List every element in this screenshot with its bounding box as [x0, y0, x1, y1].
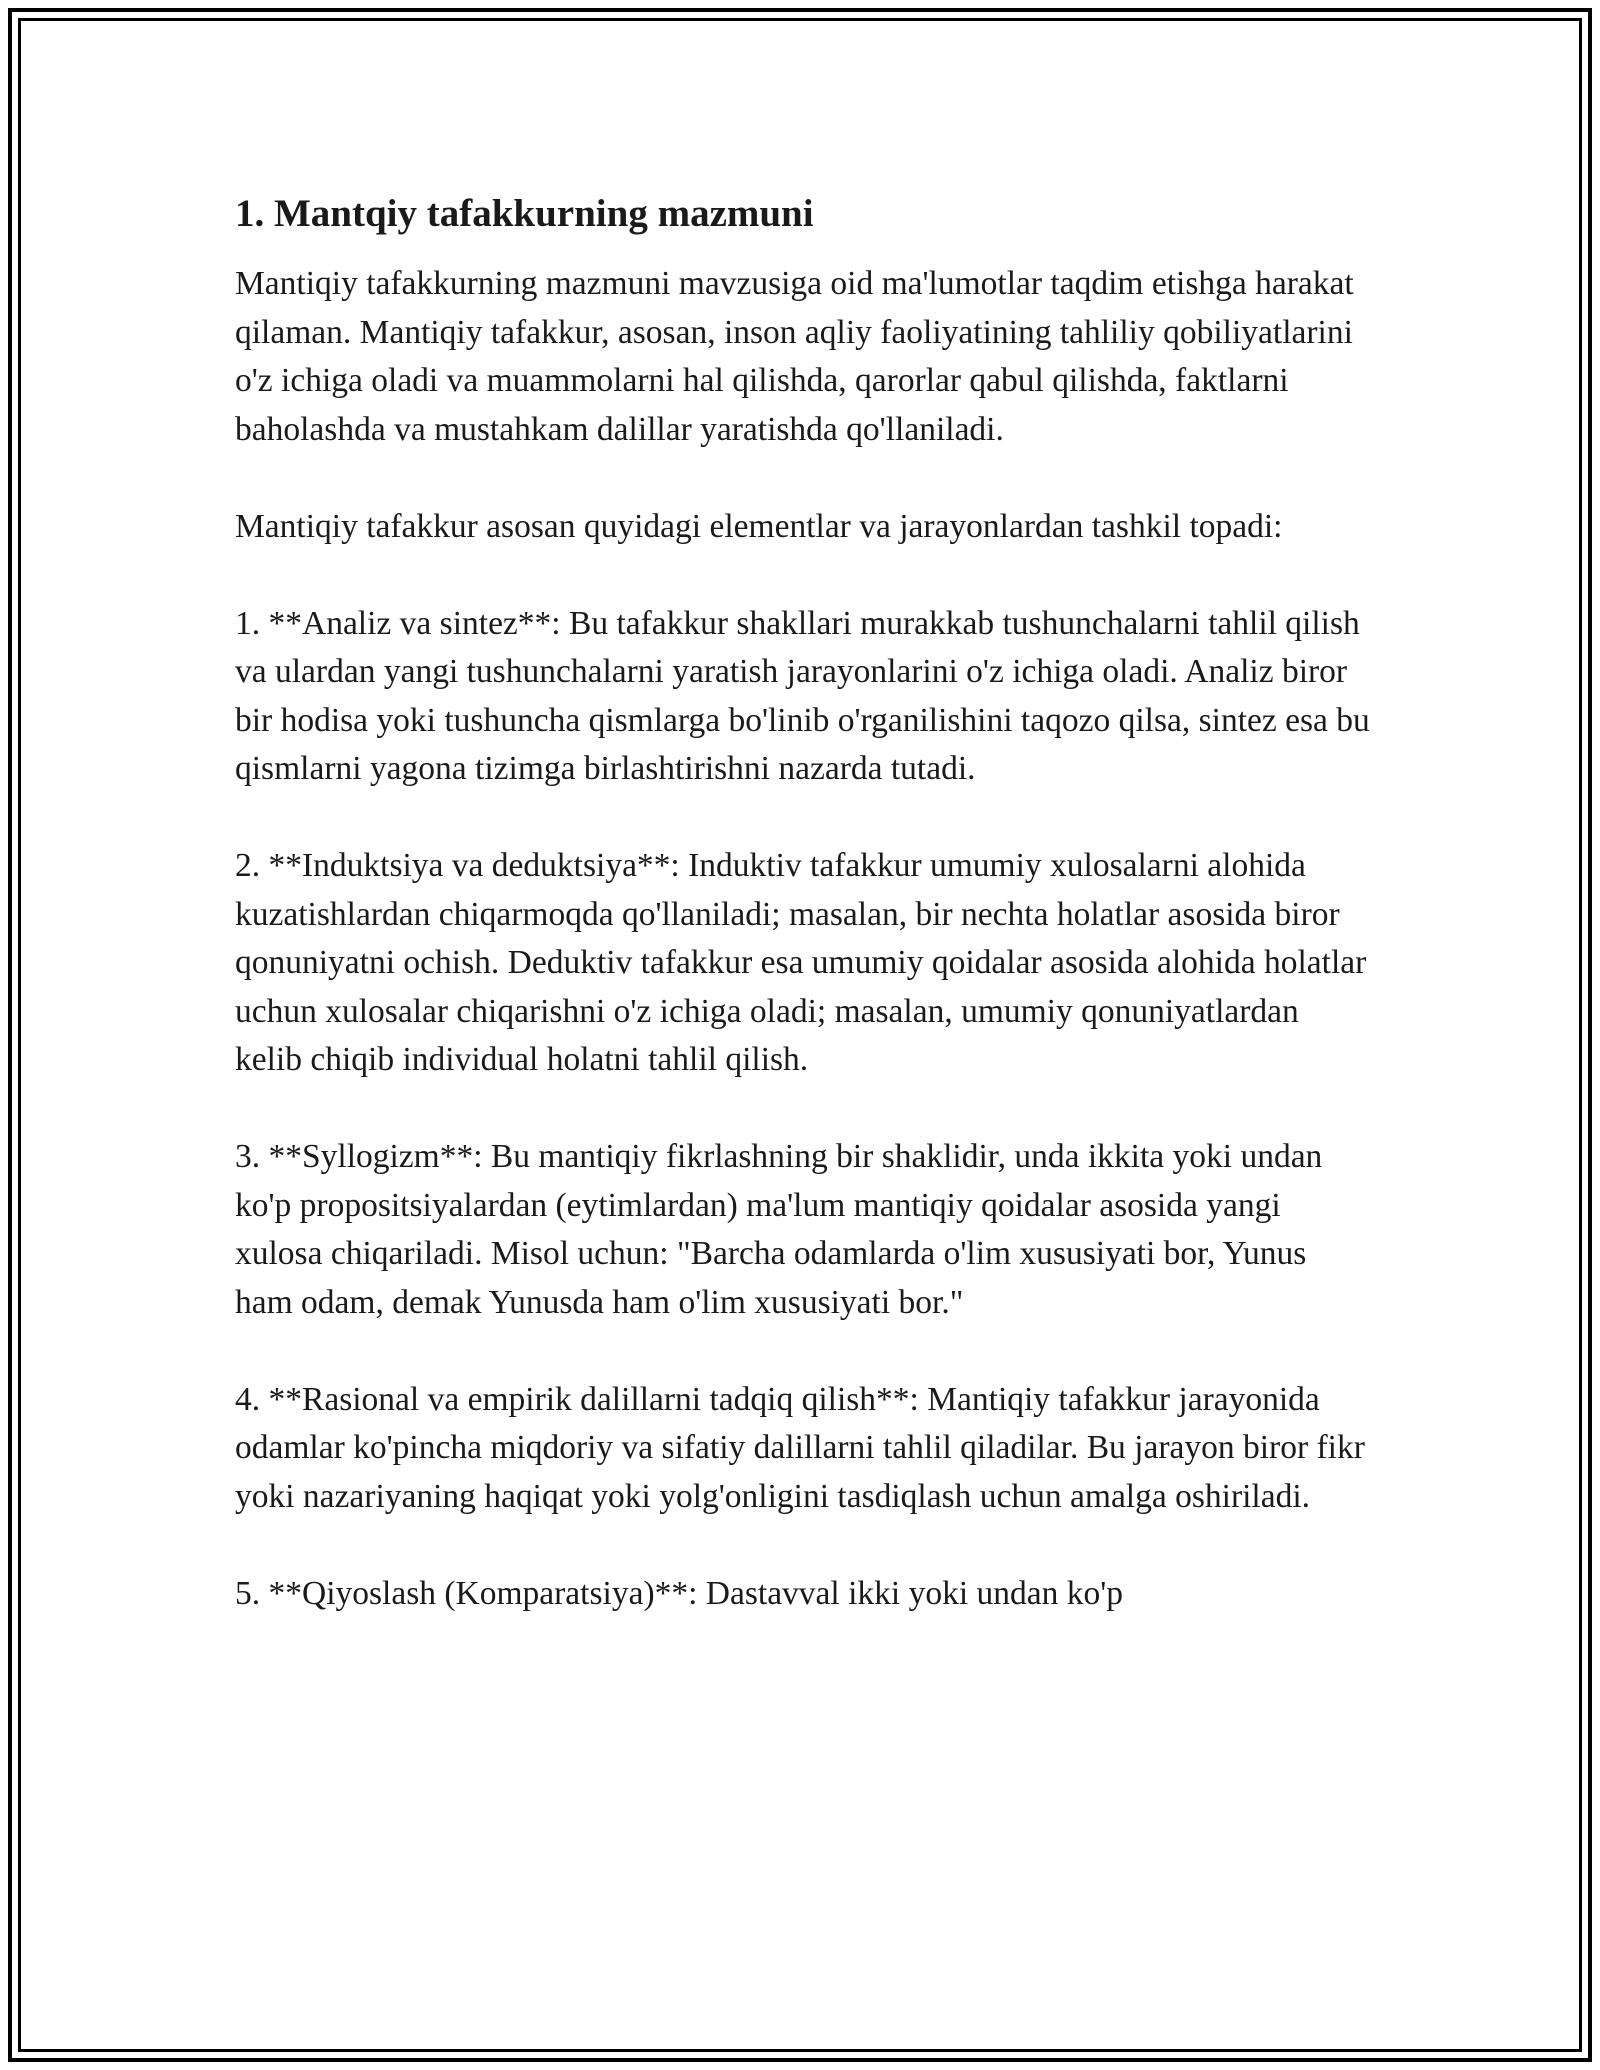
list-item-rational-empirical: 4. **Rasional va empirik dalillarni tadqiq qilish**: Mantiqiy tafakkur jarayonida odamlar ko'pincha miqdoriy va sifatiy dalillarni tahlil qiladilar. Bu jarayon biror fikr yoki nazariyaning haqiqat yoki yolg'onligini tasdiqlash uchun amalga oshiriladi.: [235, 1380, 1365, 1515]
list-item-induction-deduction: 2. **Induktsiya va deduktsiya**: Induktiv tafakkur umumiy xulosalarni alohida kuzatishlardan chiqarmoqda qo'llaniladi; masalan, bir nechta holatlar asosida biror qonuniyatni ochish. Deduktiv tafakkur esa umumiy qoidalar asosida alohida holatlar uchun xulosalar chiqarishni o'z ichiga oladi; masalan, umumiy qonuniyatlardan kelib chiqib individual holatni tahlil qilish.: [235, 847, 1367, 1078]
document-body: [235, 188, 1370, 1667]
paragraph-elements-intro: Mantiqiy tafakkur asosan quyidagi elementlar va jarayonlardan tashkil topadi:: [235, 507, 1283, 545]
paragraph-intro: Mantiqiy tafakkurning mazmuni mavzusiga oid ma'lumotlar taqdim etishga harakat qilaman. Mantiqiy tafakkur, asosan, inson aqliy faoliyatining tahliliy qobiliyatlarini o'z ichiga oladi va muammolarni hal qilishda, qarorlar qabul qilishda, faktlarni baholashda va mustahkam dalillar yaratishda qo'llaniladi.: [235, 265, 1354, 448]
list-item-analysis-synthesis: 1. **Analiz va sintez**: Bu tafakkur shakllari murakkab tushunchalarni tahlil qilish va ulardan yangi tushunchalarni yaratish jarayonlarini o'z ichiga oladi. Analiz biror bir hodisa yoki tushuncha qismlarga bo'linib o'rganilishini taqozo qilsa, sintez esa bu qismlarni yagona tizimga birlashtirishni nazarda tutadi.: [235, 604, 1370, 787]
list-item-syllogism: 3. **Syllogizm**: Bu mantiqiy fikrlashning bir shaklidir, unda ikkita yoki undan ko'p propositsiyalardan (eytimlardan) ma'lum mantiqiy qoidalar asosida yangi xulosa chiqariladi. Misol uchun: "Barcha odamlarda o'lim xususiyati bor, Yunus ham odam, demak Yunusda ham o'lim xususiyati bor.": [235, 1138, 1323, 1321]
list-item-comparison: 5. **Qiyoslash (Komparatsiya)**: Dastavval ikki yoki undan ko'p: [235, 1574, 1124, 1612]
document-title: 1. Mantqiy tafakkurning mazmuni: [235, 192, 814, 235]
